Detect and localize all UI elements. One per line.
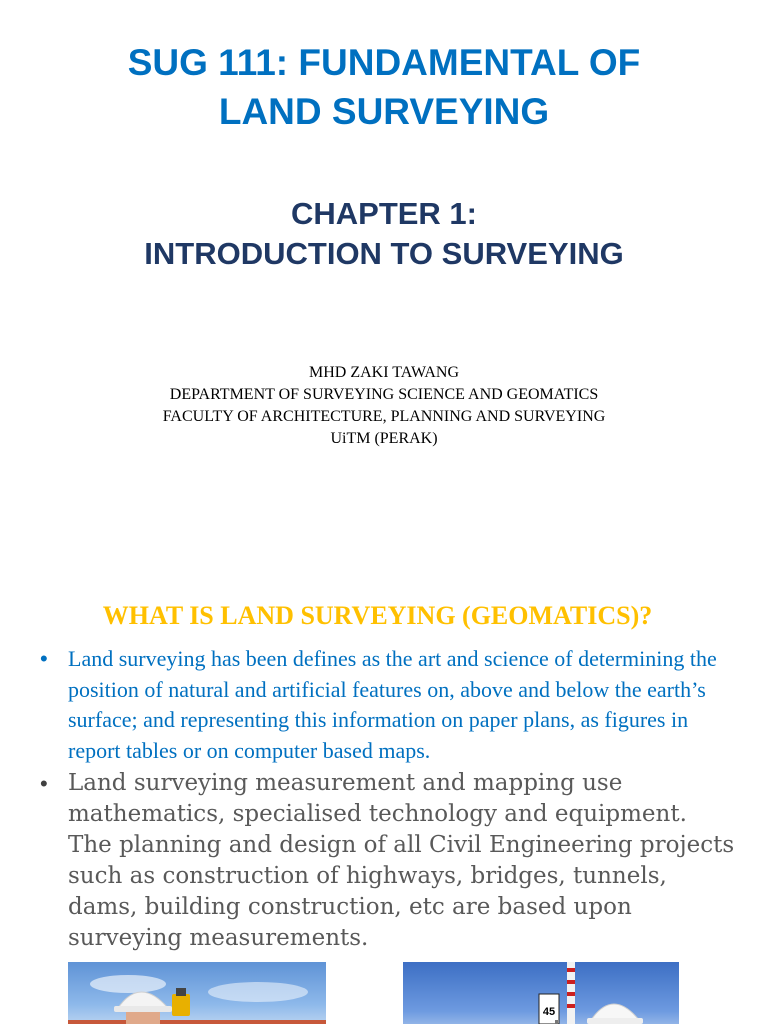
- bullet-text: Land surveying has been defines as the art and science of determining the position of natural and artificial features on, above and below the earth’s surface; and representing this information on paper plans, as figures in report tables or on computer based maps.: [68, 646, 717, 763]
- surveyor-photo-left: [68, 962, 326, 1024]
- course-title-line-2: LAND SURVEYING: [218, 91, 550, 132]
- content-slide: [0, 580, 768, 1024]
- section-heading: WHAT IS LAND SURVEYING (GEOMATICS)?: [102, 601, 653, 630]
- bullet-item-applications: [36, 768, 736, 954]
- bullet-icon: •: [40, 771, 48, 796]
- author-institution: UiTM (PERAK): [330, 430, 438, 447]
- bullet-item-definition: [36, 644, 736, 766]
- speed-limit-sign-text: 45: [542, 1006, 556, 1018]
- author-faculty: FACULTY OF ARCHITECTURE, PLANNING AND SURVEYING: [162, 408, 606, 425]
- chapter-name: INTRODUCTION TO SURVEYING: [144, 236, 624, 271]
- course-title: [0, 38, 768, 136]
- chapter-title: [0, 194, 768, 274]
- course-title-line-1: SUG 111: FUNDAMENTAL OF: [127, 42, 641, 83]
- chapter-number: CHAPTER 1:: [290, 196, 477, 231]
- bullet-text: Land surveying measurement and mapping use mathematics, specialised technology and equipment. The planning and design of all Civil Engineering projects such as construction of highways, bridges, tunnels, dams, building construction, etc are based upon surveying measurements.: [68, 770, 735, 951]
- surveyor-photo-right: [403, 962, 679, 1024]
- author-block: [0, 362, 768, 450]
- bullet-icon: •: [40, 646, 48, 671]
- author-department: DEPARTMENT OF SURVEYING SCIENCE AND GEOMATICS: [169, 386, 599, 403]
- author-name: MHD ZAKI TAWANG: [308, 364, 459, 381]
- bullet-list: [36, 644, 736, 954]
